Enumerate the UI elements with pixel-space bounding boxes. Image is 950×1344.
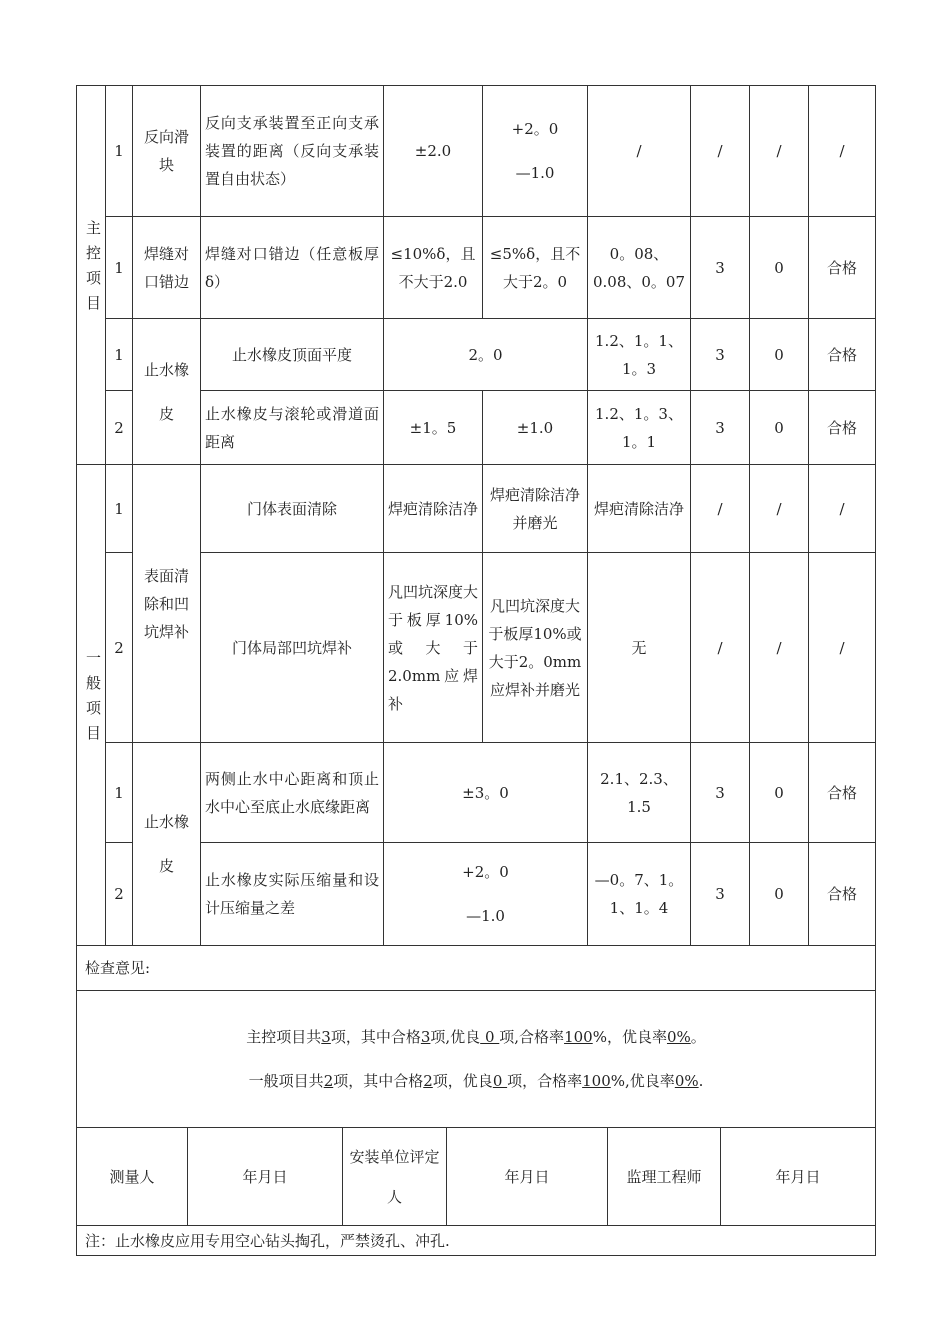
inspection-summary-table — [76, 945, 876, 1256]
table-row — [77, 319, 876, 391]
grade: / — [809, 553, 876, 743]
points-count: / — [691, 465, 750, 553]
standard-qualified: ±2.0 — [384, 86, 483, 217]
inspection-table — [76, 85, 876, 946]
signature-row — [77, 1128, 876, 1226]
measured-value: 2.1、2.3、1.5 — [588, 743, 691, 843]
measured-value: 0。08、0.08、0。07 — [588, 217, 691, 319]
table-row — [77, 217, 876, 319]
item-name: 止水橡皮 — [133, 743, 201, 946]
qualified-count: / — [750, 553, 809, 743]
standard: ±3。0 — [384, 743, 588, 843]
qualified-count: 0 — [750, 843, 809, 946]
table-row — [77, 465, 876, 553]
standard-qualified: ±1。5 — [384, 391, 483, 465]
check-item: 止水橡皮顶面平度 — [201, 319, 384, 391]
inspection-label: 检查意见: — [77, 946, 876, 991]
installer-date: 年月日 — [447, 1128, 608, 1226]
points-count: 3 — [691, 217, 750, 319]
row-no: 1 — [106, 217, 133, 319]
category-main: 主控项目 — [77, 86, 106, 465]
measured-value: 1.2、1。3、1。1 — [588, 391, 691, 465]
measured-value: —0。7、1。1、1。4 — [588, 843, 691, 946]
standard: +2。0 —1.0 — [384, 843, 588, 946]
check-item: 止水橡皮与滚轮或滑道面距离 — [201, 391, 384, 465]
qualified-count: / — [750, 86, 809, 217]
standard-good: ≤5%δ，且不大于2。0 — [483, 217, 588, 319]
installer-label: 安装单位评定人 — [343, 1128, 447, 1226]
measurer-label: 测量人 — [77, 1128, 188, 1226]
grade: / — [809, 86, 876, 217]
category-general: 一般项目 — [77, 465, 106, 946]
check-item: 门体局部凹坑焊补 — [201, 553, 384, 743]
supervisor-label: 监理工程师 — [608, 1128, 721, 1226]
grade: 合格 — [809, 843, 876, 946]
qualified-count: 0 — [750, 217, 809, 319]
qualified-count: 0 — [750, 319, 809, 391]
points-count: 3 — [691, 391, 750, 465]
supervisor-date: 年月日 — [721, 1128, 876, 1226]
item-name: 反向滑块 — [133, 86, 201, 217]
points-count: 3 — [691, 319, 750, 391]
footnote: 注：止水橡皮应用专用空心钻头掏孔，严禁烫孔、冲孔. — [77, 1226, 876, 1256]
item-name: 止水橡皮 — [133, 319, 201, 465]
measured-value: 1.2、1。1、1。3 — [588, 319, 691, 391]
note-row — [77, 1226, 876, 1256]
grade: 合格 — [809, 319, 876, 391]
qualified-count: 0 — [750, 743, 809, 843]
row-no: 2 — [106, 843, 133, 946]
points-count: / — [691, 553, 750, 743]
check-item: 反向支承装置至正向支承装置的距离（反向支承装置自由状态） — [201, 86, 384, 217]
row-no: 1 — [106, 465, 133, 553]
standard-qualified: 焊疤清除洁净 — [384, 465, 483, 553]
standard-good: ±1.0 — [483, 391, 588, 465]
grade: 合格 — [809, 391, 876, 465]
standard-good: +2。0 —1.0 — [483, 86, 588, 217]
item-name: 焊缝对口错边 — [133, 217, 201, 319]
row-no: 1 — [106, 743, 133, 843]
check-item: 两侧止水中心距离和顶止水中心至底止水底缘距离 — [201, 743, 384, 843]
standard-good: 凡凹坑深度大于板厚10%或大于2。0mm应焊补并磨光 — [483, 553, 588, 743]
qualified-count: / — [750, 465, 809, 553]
standard-qualified: 凡凹坑深度大于板厚10%或大于2.0mm应焊补 — [384, 553, 483, 743]
row-no: 1 — [106, 86, 133, 217]
points-count: / — [691, 86, 750, 217]
row-no: 2 — [106, 553, 133, 743]
standard-qualified: ≤10%δ，且不大于2.0 — [384, 217, 483, 319]
inspection-label-row — [77, 946, 876, 991]
row-no: 2 — [106, 391, 133, 465]
check-item: 止水橡皮实际压缩量和设计压缩量之差 — [201, 843, 384, 946]
standard: 2。0 — [384, 319, 588, 391]
measured-value: / — [588, 86, 691, 217]
grade: / — [809, 465, 876, 553]
summary-general: 一般项目共2项，其中合格2项，优良0 项，合格率100%,优良率0%. — [248, 1072, 704, 1090]
summary-main: 主控项目共3项，其中合格3项,优良 0 项,合格率100%，优良率0%。 — [246, 1028, 706, 1046]
item-name: 表面清除和凹坑焊补 — [133, 465, 201, 743]
row-no: 1 — [106, 319, 133, 391]
summary-row — [77, 991, 876, 1128]
points-count: 3 — [691, 843, 750, 946]
qualified-count: 0 — [750, 391, 809, 465]
measured-value: 无 — [588, 553, 691, 743]
table-row — [77, 86, 876, 217]
grade: 合格 — [809, 743, 876, 843]
grade: 合格 — [809, 217, 876, 319]
table-row — [77, 743, 876, 843]
check-item: 焊缝对口错边（任意板厚δ） — [201, 217, 384, 319]
measured-value: 焊疤清除洁净 — [588, 465, 691, 553]
measurer-date: 年月日 — [188, 1128, 343, 1226]
summary-text — [77, 991, 876, 1128]
points-count: 3 — [691, 743, 750, 843]
standard-good: 焊疤清除洁净并磨光 — [483, 465, 588, 553]
check-item: 门体表面清除 — [201, 465, 384, 553]
